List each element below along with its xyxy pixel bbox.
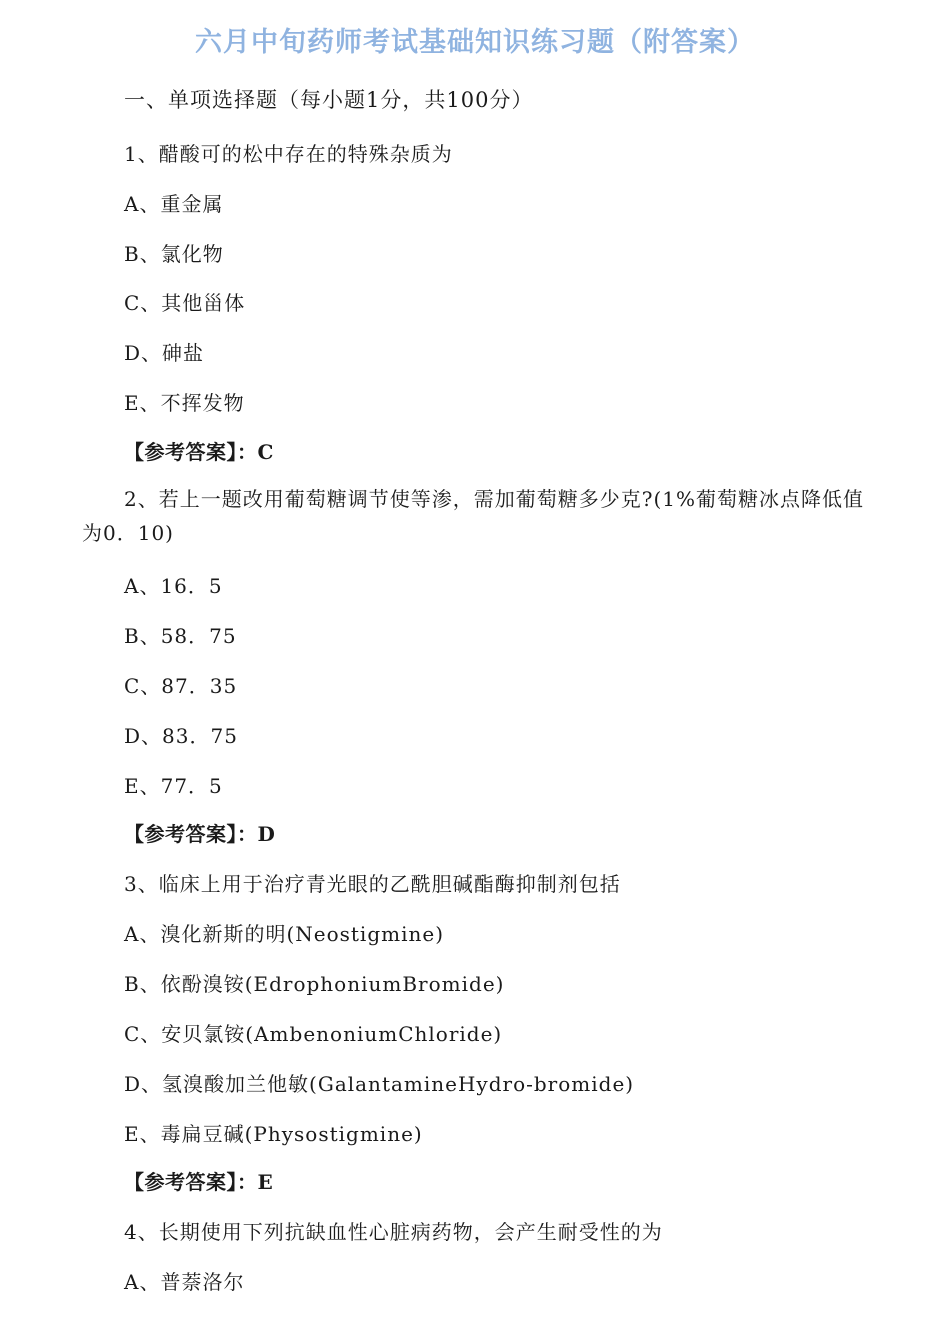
question-1-option-d: D、砷盐 bbox=[124, 341, 205, 365]
question-1-option-b: B、氯化物 bbox=[124, 242, 224, 266]
question-3-option-c: C、安贝氯铵(AmbenoniumChloride) bbox=[124, 1022, 503, 1046]
question-1-option-c: C、其他甾体 bbox=[124, 291, 246, 315]
question-3-option-a: A、溴化新斯的明(Neostigmine) bbox=[124, 922, 445, 946]
question-1-option-e: E、不挥发物 bbox=[124, 391, 245, 415]
question-4-option-a: A、普萘洛尔 bbox=[124, 1270, 245, 1294]
question-4-stem: 4、长期使用下列抗缺血性心脏病药物，会产生耐受性的为 bbox=[124, 1220, 663, 1244]
question-3-option-b: B、依酚溴铵(EdrophoniumBromide) bbox=[124, 972, 505, 996]
document-title: 六月中旬药师考试基础知识练习题（附答案） bbox=[195, 27, 755, 58]
question-2-stem: 2、若上一题改用葡萄糖调节使等渗，需加葡萄糖多少克?(1%葡萄糖冰点降低值为0．10) bbox=[82, 487, 864, 545]
question-2-option-c: C、87．35 bbox=[124, 674, 238, 698]
question-1-stem: 1、醋酸可的松中存在的特殊杂质为 bbox=[124, 142, 453, 166]
question-2-option-e: E、77．5 bbox=[124, 774, 223, 798]
question-2-option-d: D、83．75 bbox=[124, 724, 238, 748]
question-1-answer: 【参考答案】：C bbox=[124, 440, 274, 464]
question-3-option-e: E、毒扁豆碱(Physostigmine) bbox=[124, 1122, 423, 1146]
question-2-answer: 【参考答案】：D bbox=[124, 822, 276, 846]
question-2-option-b: B、58．75 bbox=[124, 624, 237, 648]
section-heading: 一、单项选择题（每小题1分，共100分） bbox=[124, 88, 534, 112]
question-3-answer: 【参考答案】：E bbox=[124, 1170, 274, 1194]
question-1-option-a: A、重金属 bbox=[124, 192, 224, 216]
question-3-option-d: D、氢溴酸加兰他敏(GalantamineHydro-bromide) bbox=[124, 1072, 635, 1096]
question-3-stem: 3、临床上用于治疗青光眼的乙酰胆碱酯酶抑制剂包括 bbox=[124, 872, 621, 896]
question-2-option-a: A、16．5 bbox=[124, 574, 223, 598]
